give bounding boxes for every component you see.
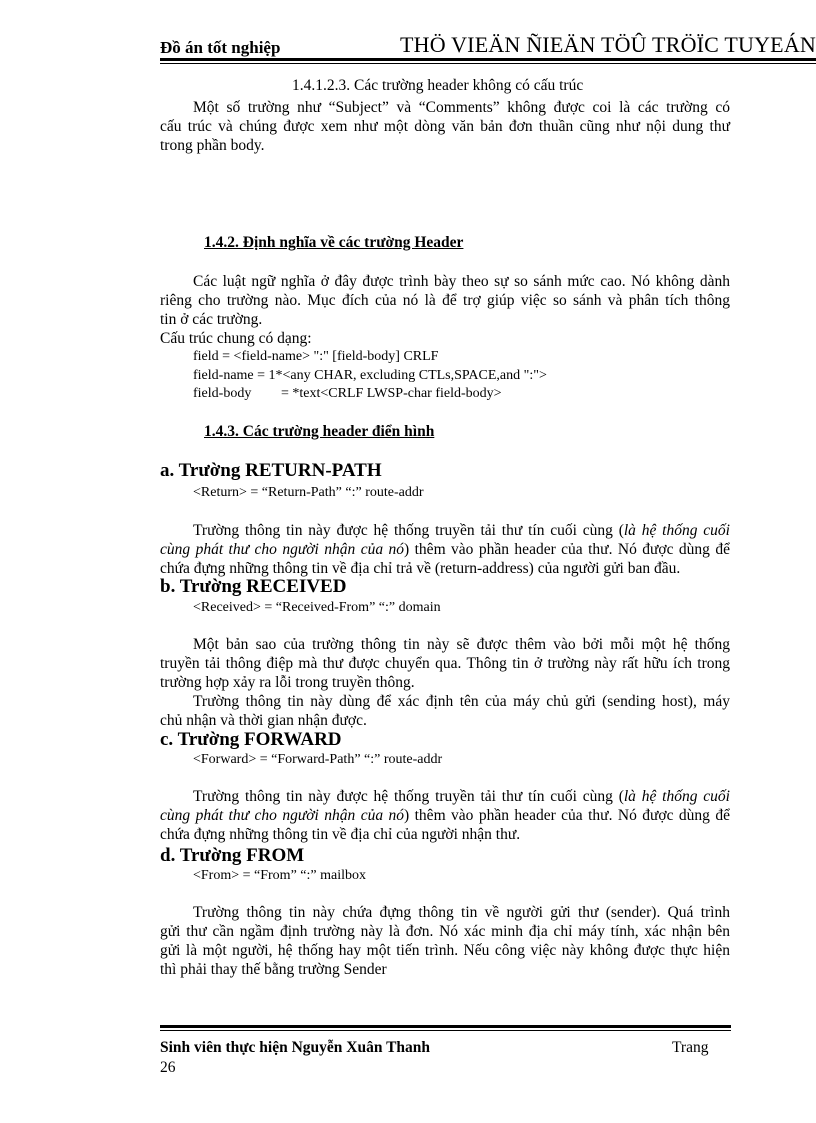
text-run: Trường thông tin này được hệ thống truyền tải thư tín cuối cùng (	[193, 788, 624, 805]
footer-student-name: Sinh viên thực hiện Nguyễn Xuân Thanh	[160, 1039, 431, 1056]
paragraph-line: Trường thông tin này dùng để xác định tên của máy chủ gửi (sending host), máy	[193, 693, 730, 710]
subsection-title-return-path: a. Trường RETURN-PATH	[160, 460, 382, 481]
paragraph-line: riêng cho trường nào. Mục đích của nó là để trợ giúp việc so sánh và phân tích thông	[160, 292, 730, 309]
paragraph-line: truyền tải thông điệp mà thư được chuyển qua. Thông tin ở trường này rất hữu ích trong	[160, 655, 730, 672]
paragraph-line: Một số trường như “Subject” và “Comments” không được coi là các trường có	[193, 99, 730, 116]
code-line: field-body	[193, 386, 252, 401]
italic-run: cùng phát thư cho người nhận của nó	[160, 807, 405, 824]
paragraph-line	[160, 541, 730, 559]
footer-rule-thin	[160, 1030, 731, 1031]
paragraph-line: Một bản sao của trường thông tin này sẽ được thêm vào bởi mỗi một hệ thống	[193, 636, 730, 653]
footer-page-number: 26	[160, 1059, 176, 1076]
code-line: field-name = 1*<any CHAR, excluding CTLs,SPACE,and ":">	[193, 368, 547, 383]
paragraph-line: chứa đựng những thông tin về địa chỉ của người nhận thư.	[160, 826, 521, 843]
subsection-title-received: b. Trường RECEIVED	[160, 576, 347, 597]
code-line: <Forward> = “Forward-Path” “:” route-addr	[193, 752, 443, 767]
footer-rule-thick	[160, 1025, 731, 1028]
paragraph-line	[160, 788, 730, 806]
code-line: <Return> = “Return-Path” “:” route-addr	[193, 485, 424, 500]
section-title-1-4-3: 1.4.3. Các trường header điển hình	[204, 423, 435, 440]
paragraph-line: chứa đựng những thông tin về địa chỉ trả về (return-address) của người gửi ban đầu.	[160, 560, 681, 577]
paragraph-line: gửi là một người, hệ thống hay một tiến trình. Nếu công việc này không được thực hiện	[160, 942, 730, 959]
text-run: Trường thông tin này được hệ thống truyền tải thư tín cuối cùng (	[193, 522, 624, 539]
paragraph-line: thì phải thay thế bằng trường Sender	[160, 961, 387, 978]
paragraph-line: trong phần body.	[160, 137, 265, 154]
header-left-title: Đồ án tốt nghiệp	[160, 38, 281, 57]
subsection-title-from: d. Trường FROM	[160, 845, 305, 866]
header-rule-thick	[160, 58, 816, 61]
text-run: ) thêm vào phần header của thư. Nó được dùng để	[404, 541, 730, 558]
footer-page-label: Trang	[672, 1039, 709, 1056]
paragraph-line: tin ở các trường.	[160, 311, 263, 328]
paragraph-line: cấu trúc và chúng được xem như một dòng văn bản đơn thuần cũng như nội dung thư	[160, 118, 730, 135]
paragraph-line: trường hợp xảy ra lỗi trong truyền thông.	[160, 674, 415, 691]
italic-run: là hệ thống cuối	[623, 788, 730, 805]
paragraph-line	[160, 522, 730, 540]
text-run: ) thêm vào phần header của thư. Nó được dùng để	[404, 807, 730, 824]
section-title-1-4-2: 1.4.2. Định nghĩa về các trường Header	[204, 234, 464, 251]
code-line: field = <field-name> ":" [field-body] CRLF	[193, 349, 439, 364]
section-title-1-4-1-2-3: 1.4.1.2.3. Các trường header không có cấu trúc	[292, 77, 584, 94]
code-line: = *text<CRLF LWSP-char field-body>	[281, 386, 502, 401]
italic-run: cùng phát thư cho người nhận của nó	[160, 541, 405, 558]
paragraph-line: gửi thư cần ngầm định trường này là đơn. Nó xác minh địa chỉ máy tính, xác nhận bên	[160, 923, 730, 940]
code-line: <From> = “From” “:” mailbox	[193, 868, 366, 883]
subsection-title-forward: c. Trường FORWARD	[160, 729, 342, 750]
paragraph-line	[160, 807, 730, 825]
italic-run: là hệ thống cuối	[623, 522, 730, 539]
code-line: <Received> = “Received-From” “:” domain	[193, 600, 441, 615]
header-right-title: THÖ VIEÄN ÑIEÄN TÖÛ TRÖÏC TUYEÁN	[399, 32, 816, 57]
paragraph-line: Các luật ngữ nghĩa ở đây được trình bày theo sự so sánh mức cao. Nó không dành	[193, 273, 730, 290]
paragraph-line: Trường thông tin này chứa đựng thông tin về người gửi thư (sender). Quá trình	[193, 904, 730, 921]
paragraph-line: Cấu trúc chung có dạng:	[160, 330, 312, 347]
paragraph-line: chủ nhận và thời gian nhận được.	[160, 712, 367, 729]
header-rule-thin	[160, 63, 816, 64]
